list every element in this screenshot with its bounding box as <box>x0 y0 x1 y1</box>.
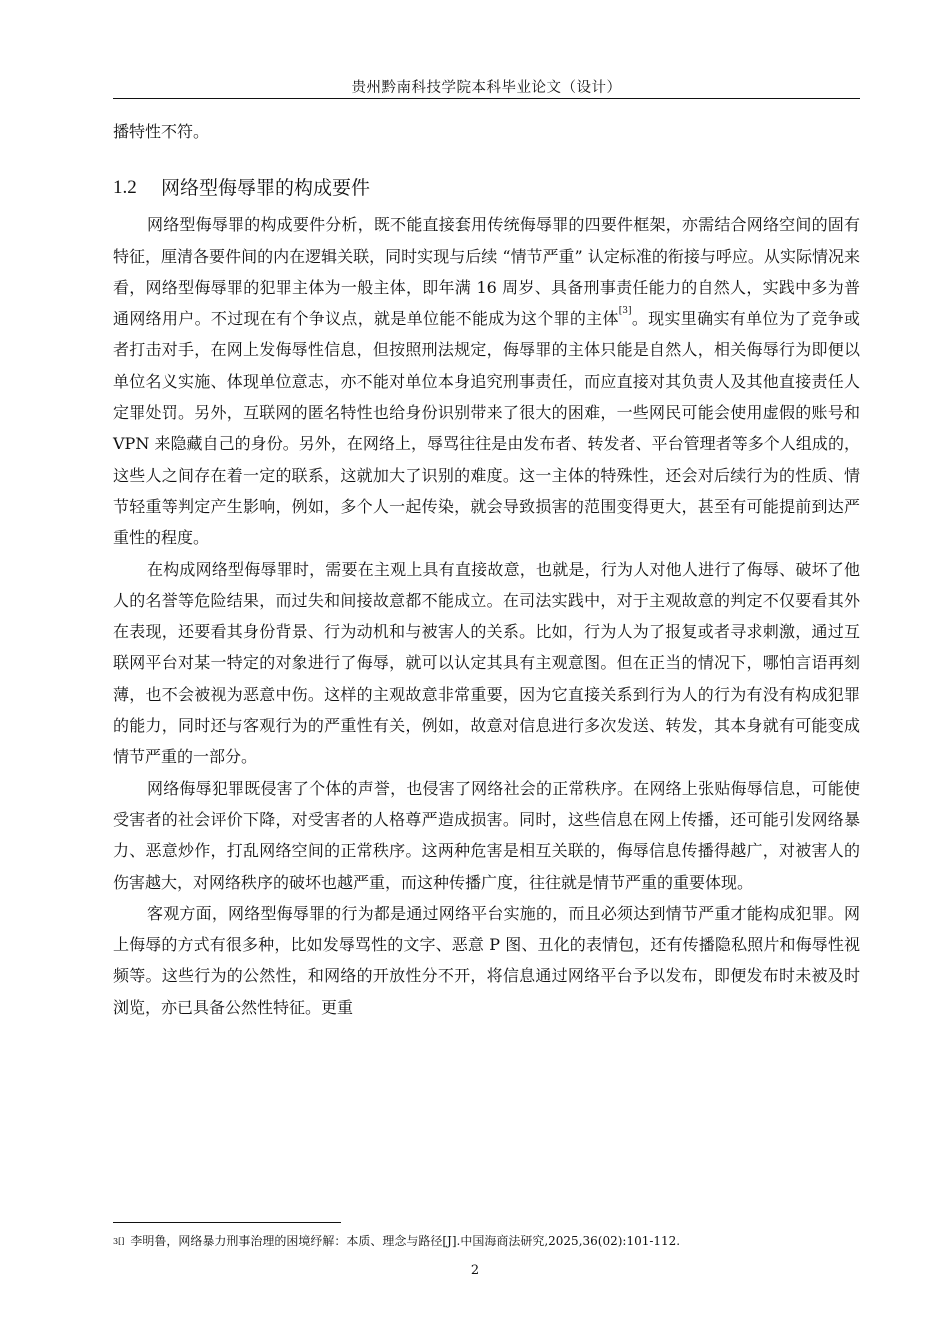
header-rule <box>113 98 860 99</box>
footnote-marker: 3[] <box>113 1237 125 1246</box>
section-heading <box>113 173 860 203</box>
running-header: 贵州黔南科技学院本科毕业论文（设计） <box>351 80 622 96</box>
paragraph-1 <box>113 209 860 553</box>
footnote <box>113 1232 860 1250</box>
page-number: 2 <box>470 1263 480 1278</box>
paragraph-1-text-b: 。现实里确实有单位为了竞争或者打击对手，在网上发侮辱性信息，但按照刑法规定，侮辱罪的主体只能是自然人，相关侮辱行为即便以单位名义实施、体现单位意志，亦不能对单位本身追究刑事责任，而应直接对其负责人及其他直接责任人定罪处罚。另外，互联网的匿名特性也给身份识别带来了很大的困难，一些网民可能会使用虚假的账号和 VPN 来隐藏自己的身份。另外，在网络上，辱骂往往是由发布者、转发者、平台管理者等多个人组成的，这些人之间存在着一定的联系，这就加大了识别的难度。这一主体的特殊性，还会对后续行为的性质、情节轻重等判定产生影响，例如，多个人一起传染，就会导致损害的范围变得更大，甚至有可能提前到达严重性的程度。 <box>113 309 860 548</box>
paragraph-1-text-a: 网络型侮辱罪的构成要件分析，既不能直接套用传统侮辱罪的四要件框架，亦需结合网络空间的固有特征，厘清各要件间的内在逻辑关联，同时实现与后续 “情节严重” 认定标准的衔接与呼应。从实际情况来看，网络型侮辱罪的犯罪主体为一般主体，即年满 16 周岁、具备刑事责任能力的自然人，实践中多为普通网络用户。不过现在有个争议点，就是单位能不能成为这个罪的主体 <box>113 215 860 329</box>
section-number: 1.2 <box>113 177 137 199</box>
paragraph-4: 客观方面，网络型侮辱罪的行为都是通过网络平台实施的，而且必须达到情节严重才能构成犯罪。网上侮辱的方式有很多种，比如发辱骂性的文字、恶意 P 图、丑化的表情包，还有传播隐私照片和侮辱性视频等。这些行为的公然性，和网络的开放性分不开，将信息通过网络平台予以发布，即便发布时未被及时浏览，亦已具备公然性特征。更重 <box>113 903 860 1017</box>
continuation-line: 播特性不符。 <box>113 122 210 141</box>
section-title: 网络型侮辱罪的构成要件 <box>161 177 371 200</box>
paragraph-2: 在构成网络型侮辱罪时，需要在主观上具有直接故意，也就是，行为人对他人进行了侮辱、破坏了他人的名誉等危险结果，而过失和间接故意都不能成立。在司法实践中，对于主观故意的判定不仅要看其外在表现，还要看其身份背景、行为动机和与被害人的关系。比如，行为人为了报复或者寻求刺激，通过互联网平台对某一特定的对象进行了侮辱，就可以认定其具有主观意图。但在正当的情况下，哪怕言语再刻薄，也不会被视为恶意中伤。这样的主观故意非常重要，因为它直接关系到行为人的行为有没有构成犯罪的能力，同时还与客观行为的严重性有关，例如，故意对信息进行多次发送、转发，其本身就有可能变成情节严重的一部分。 <box>113 559 860 767</box>
body-text <box>113 116 860 1023</box>
paragraph-3: 网络侮辱犯罪既侵害了个体的声誉，也侵害了网络社会的正常秩序。在网络上张贴侮辱信息，可能使受害者的社会评价下降，对受害者的人格尊严造成损害。同时，这些信息在网上传播，还可能引发网络暴力、恶意炒作，打乱网络空间的正常秩序。这两种危害是相互关联的，侮辱信息传播得越广，对被害人的伤害越大，对网络秩序的破坏也越严重，而这种传播广度，往往就是情节严重的重要体现。 <box>113 778 860 892</box>
footnote-rule <box>113 1222 341 1223</box>
footnote-text: 李明鲁，网络暴力刑事治理的困境纾解：本质、理念与路径[J].中国海商法研究,2025,36(02):101-112. <box>130 1234 681 1248</box>
citation-marker: [3] <box>618 306 632 317</box>
